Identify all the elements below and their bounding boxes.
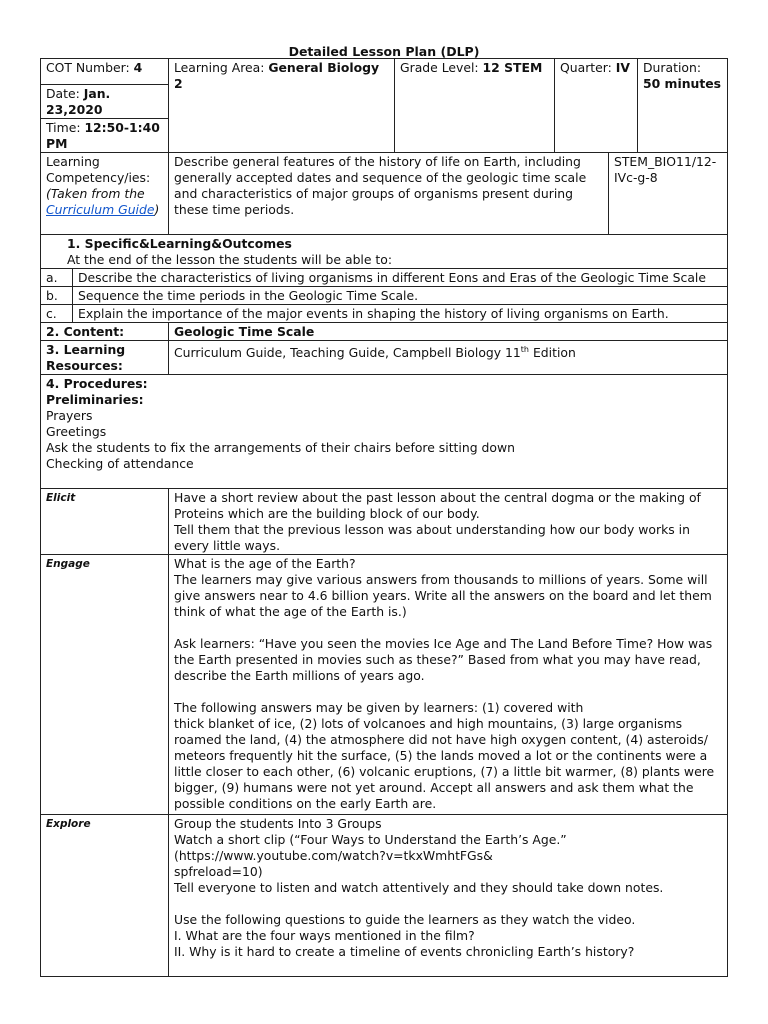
content-label: 2. Content: bbox=[41, 323, 169, 341]
explore-text-cell: Group the students Into 3 Groups Watch a short clip (“Four Ways to Understand the Earth’s Age.” (https://www.youtube.com/watch?v=tkxWmhtFGs& spfreload=10) Tell everyone to listen and watch attentively and they should take down notes. Use the following questions to guide the learners as they watch the video. I. What are the four ways mentioned in the film? II. Why is it hard to create a timeline of events chronicling Earth’s history? bbox=[169, 815, 728, 977]
procedures-cell bbox=[41, 375, 728, 489]
engage-label: Engage bbox=[41, 555, 169, 815]
resources-value: Curriculum Guide, Teaching Guide, Campbell Biology 11th Edition bbox=[169, 341, 728, 375]
outcome-text: Describe the characteristics of living organisms in different Eons and Eras of the Geologic Time Scale bbox=[73, 269, 728, 287]
duration-cell: Duration: 50 minutes bbox=[638, 59, 728, 153]
procedures-heading: 4. Procedures: bbox=[46, 376, 148, 391]
competency-text-cell: Describe general features of the history of life on Earth, including generally accepted dates and sequence of the geologic time scale and characteristics of major groups of organisms present during these time periods. bbox=[169, 153, 609, 235]
quarter-cell: Quarter: IV bbox=[555, 59, 638, 153]
outcomes-intro: At the end of the lesson the students will be able to: bbox=[67, 252, 393, 267]
outcome-text: Sequence the time periods in the Geologic Time Scale. bbox=[73, 287, 728, 305]
engage-text-cell: What is the age of the Earth? The learners may give various answers from thousands to millions of years. Some will give answers near to 4.6 billion years. Write all the answers on the board and let them think of what the age of the Earth is.) Ask learners: “Have you seen the movies Ice Age and The Land Before Time? How was the Earth presented in movies such as these?” Based from what you may have read, describe the Earth millions of years ago. The following answers may be given by learners: (1) covered with thick blanket of ice, (2) lots of volcanoes and high mountains, (3) large organisms roamed the land, (4) the atmosphere did not have high oxygen content, (4) asteroids/ meteors frequently hit the surface, (5) the lands moved a lot or the continents were a little closer to each other, (6) volcanic eruptions, (7) a little bit warmer, (8) plants were bigger, (9) humans were not yet around. Accept all answers and ask them what the possible conditions on the early Earth are. bbox=[169, 555, 728, 815]
competency-label-cell: Learning Competency/ies: (Taken from the Curriculum Guide) bbox=[41, 153, 169, 235]
date-cell: Date: Jan. 23,2020 bbox=[41, 85, 169, 119]
outcome-letter: a. bbox=[41, 269, 73, 287]
procedure-line: Checking of attendance bbox=[46, 456, 194, 471]
outcomes-heading: 1. Specific&Learning&Outcomes bbox=[67, 236, 292, 251]
learning-area-cell: Learning Area: General Biology 2 bbox=[169, 59, 395, 153]
explore-label: Explore bbox=[41, 815, 169, 977]
lesson-plan-table bbox=[40, 58, 728, 977]
curriculum-guide-link[interactable]: Curriculum Guide bbox=[46, 202, 155, 217]
outcome-letter: c. bbox=[41, 305, 73, 323]
procedure-line: Prayers bbox=[46, 408, 93, 423]
outcome-letter: b. bbox=[41, 287, 73, 305]
procedure-line: Ask the students to fix the arrangements of their chairs before sitting down bbox=[46, 440, 515, 455]
preliminaries-heading: Preliminaries: bbox=[46, 392, 144, 407]
grade-level-cell: Grade Level: 12 STEM bbox=[395, 59, 555, 153]
procedure-line: Greetings bbox=[46, 424, 107, 439]
outcomes-heading-cell bbox=[41, 235, 728, 269]
resources-label: 3. Learning Resources: bbox=[41, 341, 169, 375]
cot-number-cell: COT Number: 4 bbox=[41, 59, 169, 85]
competency-code-cell: STEM_BIO11/12-IVc-g-8 bbox=[609, 153, 728, 235]
time-cell: Time: 12:50-1:40 PM bbox=[41, 119, 169, 153]
elicit-label: Elicit bbox=[41, 489, 169, 555]
content-value: Geologic Time Scale bbox=[169, 323, 728, 341]
outcome-text: Explain the importance of the major events in shaping the history of living organisms on Earth. bbox=[73, 305, 728, 323]
page-title: Detailed Lesson Plan (DLP) bbox=[288, 44, 480, 59]
video-url: (https://www.youtube.com/watch?v=tkxWmhtFGs& bbox=[174, 848, 493, 863]
elicit-text-cell: Have a short review about the past lesson about the central dogma or the making of Proteins which are the building block of our body. Tell them that the previous lesson was about understanding how our body works in every little ways. bbox=[169, 489, 728, 555]
